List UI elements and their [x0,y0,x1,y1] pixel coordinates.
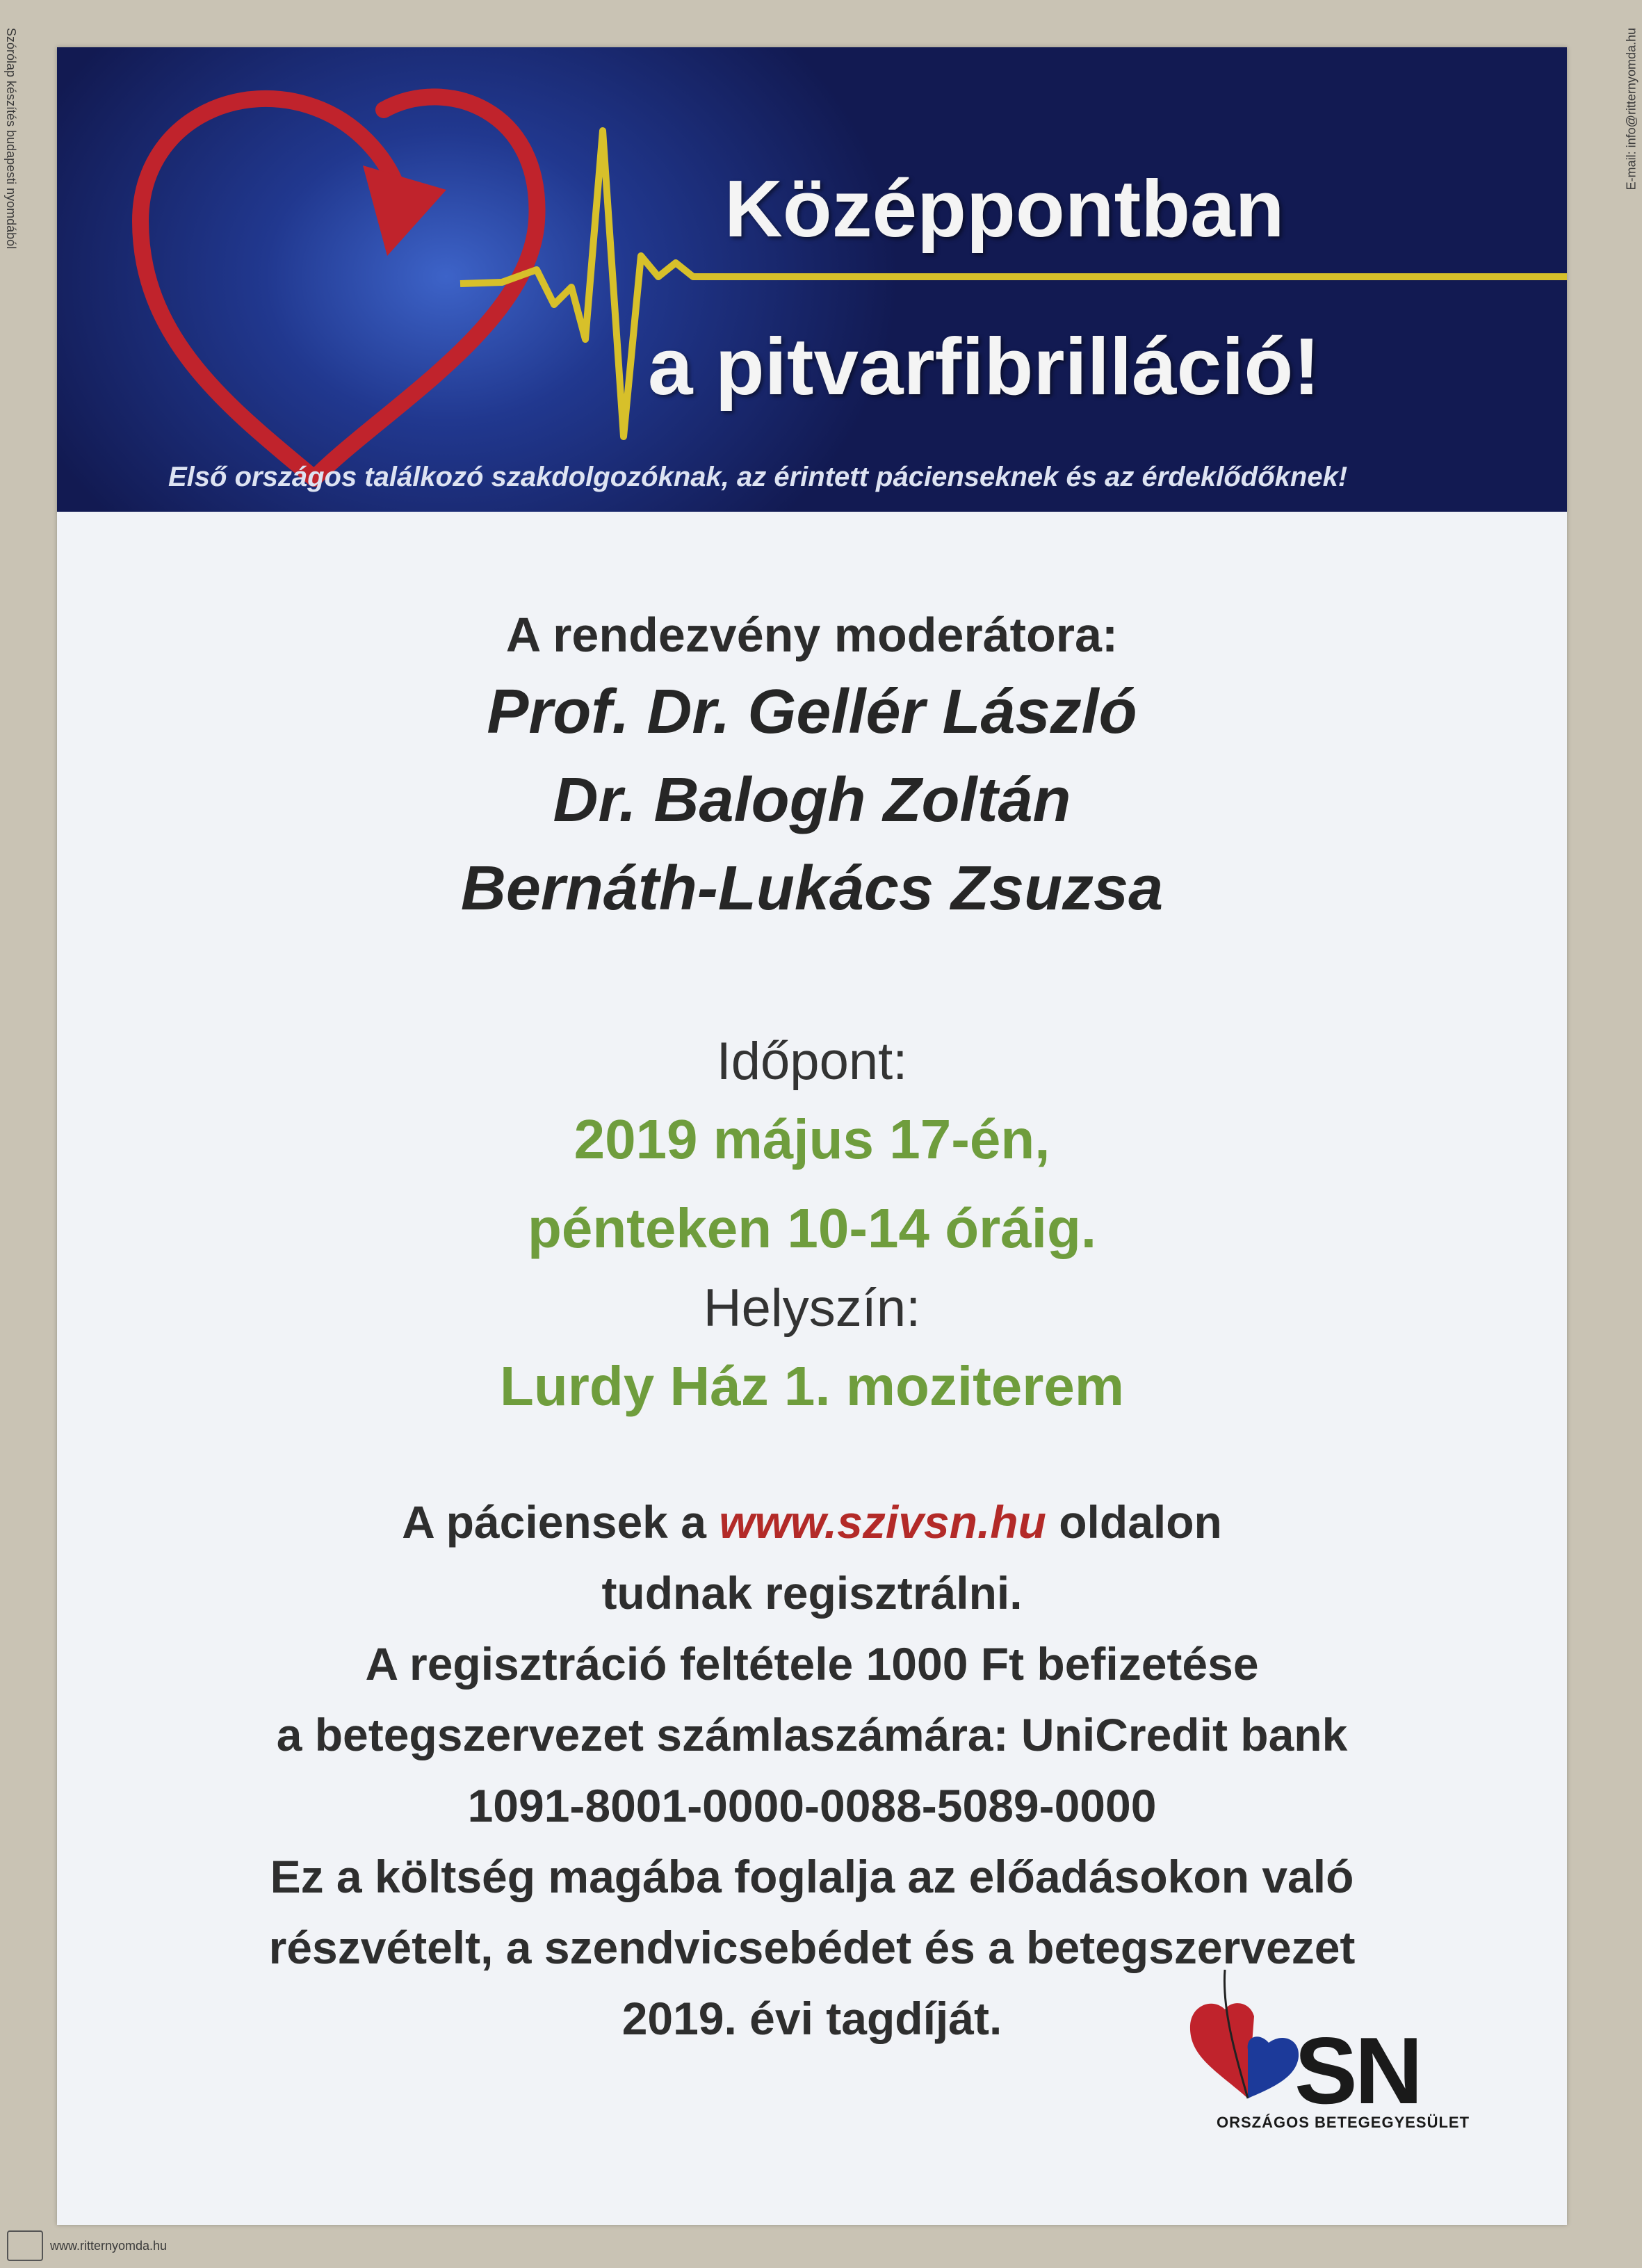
cost-includes-line-2: részvételt, a szendvicsebédet és a betegszervezet [268,1922,1356,1973]
title-line-1: Középpontban [724,163,1285,254]
arrow-head-icon [363,165,446,256]
moderator-name: Bernáth-Lukács Zsuzsa [460,854,1164,923]
heart-icon [140,99,398,478]
membership-fee-line: 2019. évi tagdíját. [621,1993,1002,2044]
logo-letters: SN [1294,2018,1420,2123]
margin-left-text: Szórólap készítés budapesti nyomdából [4,28,18,250]
event-place: Lurdy Ház 1. moziterem [499,1355,1124,1417]
poster [57,47,1567,2225]
registration-line-2: tudnak regisztrálni. [601,1567,1023,1619]
moderator-name: Prof. Dr. Gellér László [487,677,1137,747]
banner [57,47,1567,512]
printer-url: www.ritternyomda.hu [50,2238,168,2253]
margin-right-text: E-mail: info@ritternyomda.hu [1624,28,1638,191]
heart-right-curve [314,97,537,478]
registration-text-after: oldalon [1046,1496,1222,1548]
cost-includes-line: Ez a költség magába foglalja az előadásokon való [270,1851,1354,1902]
heart-ecg-graphic [57,47,1567,512]
moderator-heading: A rendezvény moderátora: [505,608,1119,662]
banner-subtitle: Első országos találkozó szakdolgozóknak, az érintett pácienseknek és az érdeklődőknek! [168,462,1348,492]
event-date: 2019 május 17-én, [574,1108,1050,1170]
registration-text-before: A páciensek a [402,1496,720,1548]
fee-line: A regisztráció feltétele 1000 Ft befizetése [365,1638,1259,1690]
printer-logo-icon [7,2230,43,2261]
place-label: Helyszín: [703,1279,921,1338]
moderator-name: Dr. Balogh Zoltán [553,766,1071,835]
registration-line [57,1496,1567,1548]
time-label: Időpont: [716,1032,908,1091]
website-link[interactable]: www.szivsn.hu [719,1496,1046,1548]
account-number: 1091-8001-0000-0088-5089-0000 [467,1780,1157,1831]
logo-caption: ORSZÁGOS BETEGEGYESÜLET [1217,2114,1470,2131]
printer-footer [7,2230,167,2261]
event-time: pénteken 10-14 óráig. [527,1197,1097,1259]
bank-line: a betegszervezet számlaszámára: UniCredit bank [276,1709,1348,1760]
title-line-2: a pitvarfibrilláció! [648,321,1320,412]
